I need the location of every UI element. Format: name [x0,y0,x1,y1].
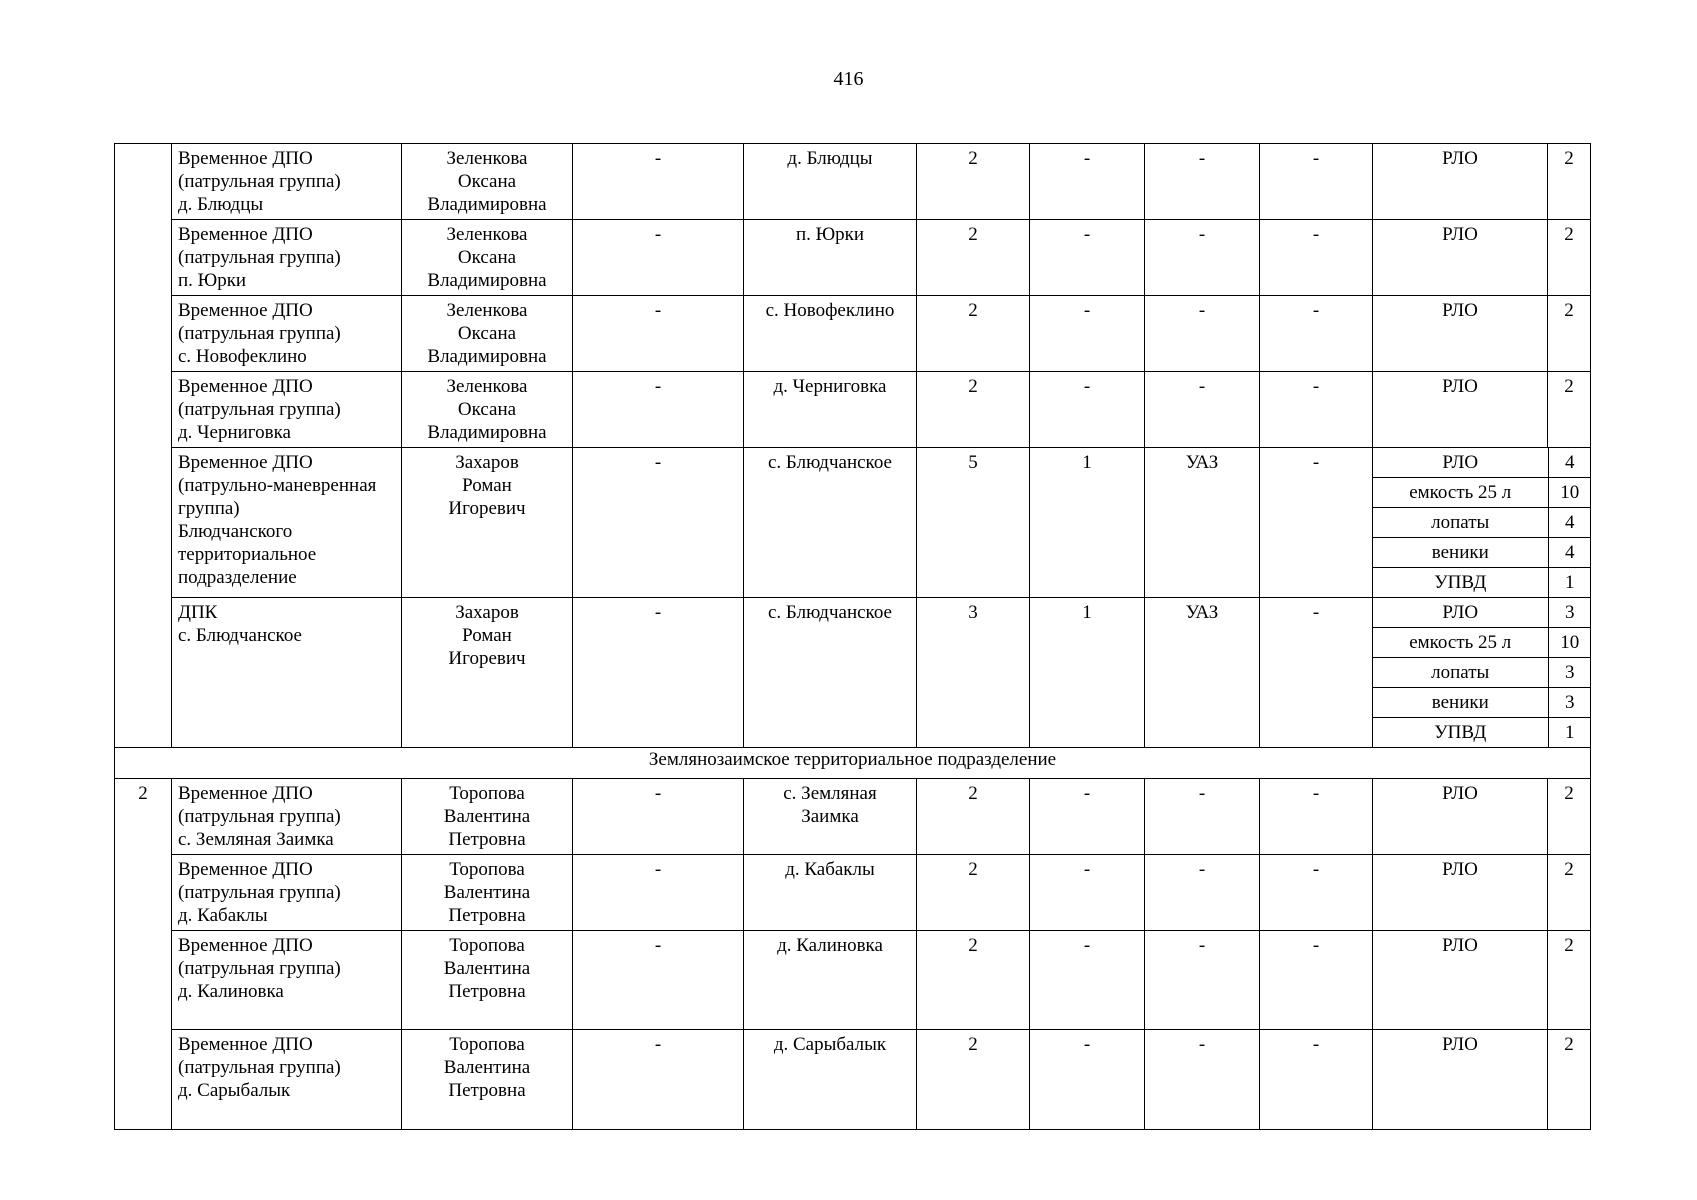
vehicle-type-cell: - [1145,931,1260,1030]
head-cell: Торопова Валентина Петровна [402,855,573,931]
equipment-row [1373,478,1591,508]
equipment-item-cell: емкость 25 л [1373,478,1548,508]
dash-cell: - [573,779,744,855]
equipment-item-cell: УПВД [1434,722,1487,743]
equipment-qty-cell: 2 [1548,220,1591,296]
vehicle-type-cell: УАЗ [1145,448,1260,598]
place-cell: д. Сарыбалык [744,1030,917,1130]
unit-name-cell: Временное ДПО (патрульная группа) д. Сарыбалык [172,1030,402,1130]
equipment-row [1373,658,1591,688]
people-cell: 2 [917,372,1030,448]
vehicles-cell: - [1030,779,1145,855]
vehicle-type-cell: - [1145,296,1260,372]
head-cell: Торопова Валентина Петровна [402,1030,573,1130]
dash-cell: - [573,598,744,748]
equipment-row [1373,538,1591,568]
equipment-qty-cell: 3 [1548,598,1591,628]
people-cell: 2 [917,931,1030,1030]
head-cell: Зеленкова Оксана Владимировна [402,296,573,372]
table-row [115,779,1591,855]
table-row [115,855,1591,931]
place-cell: с. Блюдчанское [744,448,917,598]
head-cell: Торопова Валентина Петровна [402,779,573,855]
head-cell: Зеленкова Оксана Владимировна [402,372,573,448]
equipment-qty-cell: 2 [1548,855,1591,931]
unit-name-cell: Временное ДПО (патрульная группа) д. Блюдцы [172,144,402,220]
extra-cell: - [1260,779,1373,855]
unit-name-cell: Временное ДПО (патрульная группа) д. Черниговка [172,372,402,448]
equipment-item-cell: РЛО [1373,598,1548,628]
vehicles-cell: - [1030,1030,1145,1130]
equipment-item-cell: РЛО [1373,779,1548,855]
equipment-row [1373,448,1591,478]
people-cell: 2 [917,296,1030,372]
unit-name-cell: Временное ДПО (патрульная группа) п. Юрки [172,220,402,296]
unit-name-cell: Временное ДПО (патрульно-маневренная группа) Блюдчанского территориальное подразделение [172,448,402,598]
vehicle-type-cell: - [1145,144,1260,220]
equipment-row [1373,598,1591,628]
head-cell: Захаров Роман Игоревич [402,448,573,598]
equipment-qty-cell: 1 [1548,718,1591,748]
equipment-item-cell: РЛО [1373,1030,1548,1130]
head-cell: Зеленкова Оксана Владимировна [402,220,573,296]
place-cell: с. Блюдчанское [744,598,917,748]
equipment-qty-cell: 2 [1548,931,1591,1030]
forces-table [114,143,1591,1130]
dash-cell: - [573,931,744,1030]
dash-cell: - [573,220,744,296]
vehicles-cell: - [1030,855,1145,931]
equipment-qty-cell: 3 [1548,688,1591,718]
extra-cell: - [1260,220,1373,296]
equipment-qty-cell: 10 [1548,478,1591,508]
vehicle-type-cell: - [1145,779,1260,855]
vehicle-type-cell: УАЗ [1145,598,1260,748]
people-cell: 2 [917,220,1030,296]
head-cell: Зеленкова Оксана Владимировна [402,144,573,220]
vehicles-cell: - [1030,144,1145,220]
table-row [115,1030,1591,1130]
equipment-qty-cell: 2 [1548,779,1591,855]
dash-cell: - [573,855,744,931]
equipment-row [1373,568,1591,598]
people-cell: 2 [917,144,1030,220]
unit-name-cell: Временное ДПО (патрульная группа) д. Калиновка [172,931,402,1030]
vehicle-type-cell: - [1145,220,1260,296]
unit-name-cell: Временное ДПО (патрульная группа) д. Кабаклы [172,855,402,931]
vehicles-cell: - [1030,372,1145,448]
extra-cell: - [1260,144,1373,220]
dash-cell: - [573,296,744,372]
equipment-item-cell: веники [1373,538,1548,568]
place-cell: п. Юрки [744,220,917,296]
equipment-item-cell: РЛО [1373,220,1548,296]
place-cell: д. Калиновка [744,931,917,1030]
people-cell: 2 [917,855,1030,931]
table-row [115,220,1591,296]
equipment-qty-cell: 2 [1548,372,1591,448]
extra-cell: - [1260,1030,1373,1130]
vehicles-cell: - [1030,220,1145,296]
place-cell: д. Черниговка [744,372,917,448]
section-header-row [115,748,1591,779]
dash-cell: - [573,1030,744,1130]
equipment-list [1373,448,1591,598]
section-title: Землянозаимское территориальное подразделение [115,748,1591,779]
equipment-item-cell: емкость 25 л [1373,628,1548,658]
extra-cell: - [1260,598,1373,748]
table-row [115,372,1591,448]
vehicle-type-cell: - [1145,1030,1260,1130]
extra-cell: - [1260,296,1373,372]
table-row [115,931,1591,1030]
table-row [115,144,1591,220]
equipment-item-cell: РЛО [1373,372,1548,448]
extra-cell: - [1260,931,1373,1030]
row-number-cell: 2 [115,779,172,1130]
equipment-item-cell: РЛО [1373,931,1548,1030]
vehicles-cell: 1 [1030,598,1145,748]
equipment-row [1373,718,1591,748]
place-cell: с. Земляная Заимка [744,779,917,855]
equipment-item-cell: РЛО [1373,144,1548,220]
equipment-row [1373,508,1591,538]
place-cell: д. Кабаклы [744,855,917,931]
equipment-qty-cell: 2 [1548,144,1591,220]
equipment-row [1373,628,1591,658]
page-number: 416 [833,68,864,90]
dash-cell: - [573,448,744,598]
equipment-item-cell: лопаты [1373,658,1548,688]
extra-cell: - [1260,372,1373,448]
table-row [115,296,1591,372]
vehicle-type-cell: - [1145,372,1260,448]
dash-cell: - [573,144,744,220]
unit-name-cell: Временное ДПО (патрульная группа) с. Земляная Заимка [172,779,402,855]
equipment-qty-cell: 4 [1548,508,1591,538]
head-cell: Торопова Валентина Петровна [402,931,573,1030]
equipment-list [1373,598,1591,748]
unit-name-cell: ДПК с. Блюдчанское [172,598,402,748]
equipment-item-cell: РЛО [1373,296,1548,372]
vehicles-cell: - [1030,931,1145,1030]
equipment-qty-cell: 4 [1548,448,1591,478]
equipment-row [1373,688,1591,718]
place-cell: с. Новофеклино [744,296,917,372]
dash-cell: - [573,372,744,448]
equipment-qty-cell: 1 [1548,568,1591,598]
table-row [115,448,1591,598]
extra-cell: - [1260,448,1373,598]
equipment-qty-cell: 2 [1548,296,1591,372]
unit-name-cell: Временное ДПО (патрульная группа) с. Новофеклино [172,296,402,372]
people-cell: 3 [917,598,1030,748]
vehicle-type-cell: - [1145,855,1260,931]
row-number-cell [115,144,172,748]
equipment-qty-cell: 3 [1548,658,1591,688]
place-cell: д. Блюдцы [744,144,917,220]
equipment-item-cell: веники [1373,688,1548,718]
equipment-item-cell: лопаты [1373,508,1548,538]
equipment-item-cell: УПВД [1434,572,1487,593]
vehicles-cell: 1 [1030,448,1145,598]
extra-cell: - [1260,855,1373,931]
people-cell: 5 [917,448,1030,598]
vehicles-cell: - [1030,296,1145,372]
equipment-item-cell: РЛО [1373,448,1548,478]
equipment-item-cell: РЛО [1373,855,1548,931]
people-cell: 2 [917,779,1030,855]
people-cell: 2 [917,1030,1030,1130]
equipment-qty-cell: 10 [1548,628,1591,658]
table-row [115,598,1591,748]
head-cell: Захаров Роман Игоревич [402,598,573,748]
equipment-qty-cell: 4 [1548,538,1591,568]
equipment-qty-cell: 2 [1548,1030,1591,1130]
